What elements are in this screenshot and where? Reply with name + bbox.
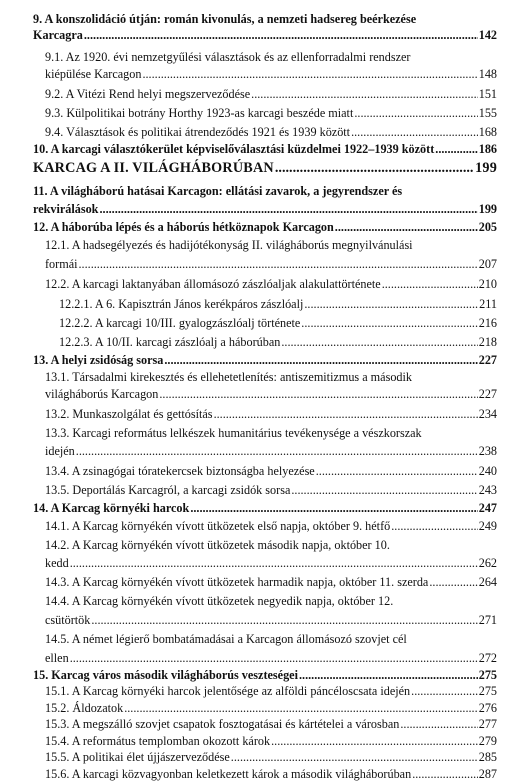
toc-entry-title: 12.2.2. A karcagi 10/III. gyalogzászlóalj története — [59, 316, 301, 330]
toc-page-number: 279 — [478, 733, 497, 748]
toc-page-number: 168 — [478, 125, 497, 139]
toc-entry-title: 12.2.1. A 6. Kapisztrán János kerékpáros zászlóalj — [59, 297, 304, 311]
dot-leader — [84, 27, 478, 44]
toc-entry-title: 15.3. A megszálló szovjet csapatok fosztogatásai és kártételei a városban — [45, 717, 400, 731]
toc-entry-13-4[interactable] — [45, 463, 497, 480]
toc-entry-15-1[interactable] — [45, 683, 497, 700]
toc-entry-title: 13.4. A zsinagógai tóratekercsek biztonságba helyezése — [45, 464, 315, 478]
toc-entry-13-2[interactable] — [45, 406, 497, 423]
toc-entry-14-3[interactable] — [45, 574, 497, 591]
dot-leader — [382, 276, 478, 293]
toc-entry-9-1-title: 9.1. Az 1920. évi nemzetgyűlési választások és az ellenforradalmi rendszer — [45, 50, 411, 64]
toc-entry-13-3-title: 13.3. Karcagi református lelkészek humanitárius tevékenysége a vészkorszak — [45, 426, 422, 440]
toc-entry-15-3[interactable] — [45, 716, 497, 733]
dot-leader — [271, 733, 478, 750]
toc-page-number: 210 — [478, 277, 497, 291]
dot-leader — [190, 500, 477, 517]
dot-leader — [164, 352, 477, 369]
toc-entry-9[interactable] — [33, 27, 497, 44]
toc-entry-12-2[interactable] — [45, 276, 497, 293]
dot-leader — [351, 124, 478, 141]
dot-leader — [429, 574, 477, 591]
toc-page-number: 211 — [479, 297, 497, 311]
toc-entry-9-4[interactable] — [45, 124, 497, 141]
toc-page-number: 205 — [478, 220, 497, 234]
dot-leader — [400, 716, 477, 733]
toc-entry-14-2-title: 14.2. A Karcag környékén vívott ütközetek második napja, október 10. — [45, 538, 390, 552]
toc-entry-13-3[interactable] — [45, 443, 497, 460]
toc-page-number: 207 — [478, 257, 497, 271]
toc-page-number: 249 — [478, 519, 497, 533]
dot-leader — [159, 386, 477, 403]
toc-entry-14-4-title: 14.4. A Karcag környékén vívott ütközetek negyedik napja, október 12. — [45, 594, 394, 608]
toc-page-number: 287 — [478, 766, 497, 781]
toc-entry-title: 14. A Karcag környéki harcok — [33, 501, 190, 515]
toc-page-number: 262 — [478, 556, 497, 570]
toc-page-number: 277 — [478, 717, 497, 731]
toc-entry-13-1-title: 13.1. Társadalmi kirekesztés és ellehetetlenítés: antiszemitizmus a második — [45, 370, 412, 384]
toc-entry-9-1[interactable] — [45, 66, 497, 83]
toc-entry-title: 15. Karcag város második világháborús veszteségei — [33, 668, 298, 682]
dot-leader — [231, 749, 478, 766]
dot-leader — [70, 650, 478, 667]
toc-entry-13-5[interactable] — [45, 482, 497, 499]
toc-entry-12-2-2[interactable] — [59, 315, 497, 332]
toc-page-number: 186 — [478, 142, 497, 156]
dot-leader — [391, 518, 478, 535]
dot-leader — [291, 482, 477, 499]
toc-entry-title: 13.5. Deportálás Karcagról, a karcagi zsidók sorsa — [45, 483, 291, 497]
dot-leader — [354, 105, 477, 122]
toc-entry-15-5[interactable] — [45, 749, 497, 766]
dot-leader — [275, 158, 474, 178]
toc-page-number: 155 — [478, 106, 497, 120]
dot-leader — [142, 66, 477, 83]
toc-entry-14-5-title: 14.5. A német légierő bombatámadásai a Karcagon állomásozó szovjet cél — [45, 632, 407, 646]
toc-page-number: 234 — [478, 407, 497, 421]
toc-entry-9-3[interactable] — [45, 105, 497, 122]
toc-page-number: 272 — [478, 651, 497, 665]
toc-entry-title: 15.4. A református templomban okozott károk — [45, 733, 271, 748]
toc-entry-title: 10. A karcagi választókerület képviselőválasztási küzdelmei 1922–1939 között — [33, 142, 435, 156]
toc-page-number: 148 — [478, 67, 497, 81]
toc-page-number: 142 — [478, 28, 497, 42]
dot-leader — [124, 700, 478, 717]
toc-page-number: 238 — [478, 444, 497, 458]
toc-entry-title: 12.2.3. A 10/II. karcagi zászlóalj a háborúban — [59, 335, 281, 349]
toc-entry-title: ellen — [45, 651, 69, 665]
toc-page-number: 227 — [478, 353, 497, 367]
toc-entry-title: 13. A helyi zsidóság sorsa — [33, 353, 164, 367]
dot-leader — [335, 219, 478, 236]
toc-entry-title: 14.3. A Karcag környékén vívott ütközetek harmadik napja, október 11. szerda — [45, 575, 429, 589]
toc-page-number: 247 — [478, 501, 497, 515]
toc-part-title: KARCAG A II. VILÁGHÁBORÚBAN — [33, 160, 274, 176]
toc-page-number: 227 — [478, 387, 497, 401]
toc-page-number: 276 — [478, 700, 497, 715]
toc-entry-13-1[interactable] — [45, 386, 497, 403]
toc-entry-15-6[interactable] — [45, 766, 497, 783]
toc-entry-12[interactable] — [33, 219, 497, 236]
dot-leader — [91, 612, 477, 629]
toc-entry-15-4[interactable] — [45, 733, 497, 750]
toc-page-number: 199 — [475, 160, 497, 176]
toc-page-number: 271 — [478, 613, 497, 627]
toc-entry-14-1[interactable] — [45, 518, 497, 535]
toc-entry-title: csütörtök — [45, 613, 91, 627]
toc-entry-15[interactable] — [33, 667, 497, 684]
toc-entry-title: kiépülése Karcagon — [45, 67, 142, 81]
toc-entry-title: 12.2. A karcagi laktanyában állomásozó zászlóaljak alakulattörténete — [45, 277, 381, 291]
dot-leader — [316, 463, 478, 480]
toc-entry-14-4[interactable] — [45, 612, 497, 629]
toc-page-number: 218 — [478, 335, 497, 349]
toc-entry-title: Karcagra — [33, 28, 83, 42]
dot-leader — [76, 443, 478, 460]
toc-entry-12-2-1[interactable] — [59, 296, 497, 313]
toc-entry-title: 15.1. A Karcag környéki harcok jelentősége az alföldi páncéloscsata idején — [45, 684, 411, 698]
toc-entry-title: formái — [45, 257, 78, 271]
toc-entry-title: 15.2. Áldozatok — [45, 700, 124, 715]
toc-entry-9-title: 9. A konszolidáció útján: román kivonulás, a nemzeti hadsereg beérkezése — [33, 12, 417, 26]
toc-entry-13[interactable] — [33, 352, 497, 369]
toc-entry-10[interactable] — [33, 141, 497, 158]
toc-entry-11[interactable] — [33, 201, 497, 218]
toc-entry-title: 9.2. A Vitézi Rend helyi megszerveződése — [45, 87, 251, 101]
dot-leader — [99, 201, 477, 218]
toc-entry-12-2-3[interactable] — [59, 334, 497, 351]
toc-page-number: 275 — [478, 668, 497, 682]
toc-entry-title: világháborús Karcagon — [45, 387, 159, 401]
dot-leader — [251, 86, 478, 103]
toc-entry-9-2[interactable] — [45, 86, 497, 103]
toc-page-number: 264 — [478, 575, 497, 589]
dot-leader — [281, 334, 477, 351]
toc-entry-title: rekvirálások — [33, 202, 99, 216]
toc-entry-title: 9.4. Választások és politikai átrendeződés 1921 és 1939 között — [45, 125, 351, 139]
dot-leader — [435, 141, 477, 158]
toc-page-number: 285 — [478, 750, 497, 764]
toc-entry-title: 9.3. Külpolitikai botrány Horthy 1923-as karcagi beszéde miatt — [45, 106, 354, 120]
toc-page-number: 275 — [478, 684, 497, 698]
toc-entry-title: 13.2. Munkaszolgálat és gettósítás — [45, 407, 213, 421]
toc-entry-14-5[interactable] — [45, 650, 497, 667]
toc-entry-title: idején — [45, 444, 75, 458]
dot-leader — [411, 683, 478, 700]
toc-page-number: 243 — [478, 483, 497, 497]
toc-page-number: 199 — [478, 202, 497, 216]
toc-entry-title: 15.5. A politikai élet újjászerveződése — [45, 750, 230, 764]
toc-entry-title: 14.1. A Karcag környékén vívott ütközetek első napja, október 9. hétfő — [45, 519, 391, 533]
dot-leader — [299, 667, 478, 684]
dot-leader — [412, 766, 478, 783]
dot-leader — [301, 315, 477, 332]
toc-page-number: 216 — [478, 316, 497, 330]
toc-entry-14[interactable] — [33, 500, 497, 517]
dot-leader — [79, 256, 478, 273]
toc-page-number: 240 — [478, 464, 497, 478]
dot-leader — [304, 296, 478, 313]
toc-entry-12-1-title: 12.1. A hadsegélyezés és hadijótékonyság II. világháborús megnyilvánulási — [45, 238, 413, 252]
toc-entry-15-2[interactable] — [45, 700, 497, 717]
toc-entry-11-title: 11. A világháború hatásai Karcagon: ellátási zavarok, a jegyrendszer és — [33, 184, 403, 198]
toc-entry-12-1[interactable] — [45, 256, 497, 273]
dot-leader — [70, 555, 478, 572]
toc-page-number: 151 — [478, 87, 497, 101]
toc-entry-title: kedd — [45, 556, 69, 570]
toc-part-heading[interactable] — [33, 158, 497, 178]
dot-leader — [214, 406, 478, 423]
toc-entry-title: 15.6. A karcagi közvagyonban keletkezett károk a második világháborúban — [45, 766, 412, 781]
toc-entry-title: 12. A háborúba lépés és a háborús hétköznapok Karcagon — [33, 220, 334, 234]
toc-entry-14-2[interactable] — [45, 555, 497, 572]
